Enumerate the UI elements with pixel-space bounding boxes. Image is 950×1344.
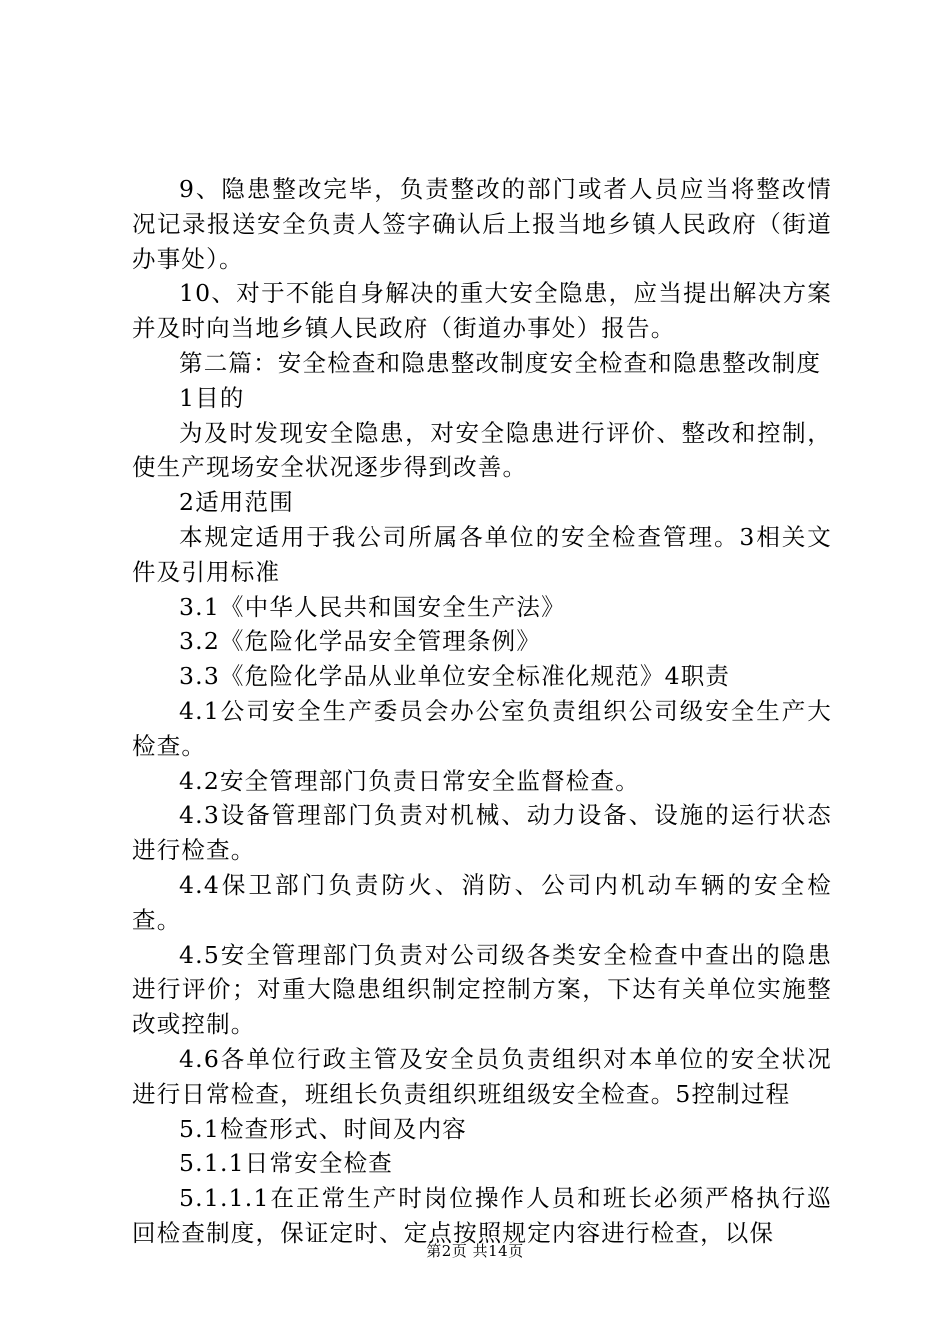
- document-body: [132, 172, 832, 1251]
- paragraph: 4.4保卫部门负责防火、消防、公司内机动车辆的安全检查。: [132, 870, 832, 934]
- paragraph: 4.5安全管理部门负责对公司级各类安全检查中查出的隐患进行评价；对重大隐患组织制定控制方案，下达有关单位实施整改或控制。: [132, 940, 832, 1039]
- page-footer: 第2页 共14页: [426, 1242, 524, 1260]
- paragraph: 4.6各单位行政主管及安全员负责组织对本单位的安全状况进行日常检查，班组长负责组织班组级安全检查。5控制过程: [132, 1044, 832, 1108]
- paragraph: 5.1检查形式、时间及内容: [179, 1114, 467, 1143]
- paragraph: 4.1公司安全生产委员会办公室负责组织公司级安全生产大检查。: [132, 696, 832, 760]
- paragraph: 2适用范围: [179, 488, 294, 517]
- paragraph: 4.2安全管理部门负责日常安全监督检查。: [179, 766, 640, 795]
- paragraph: 3.1《中华人民共和国安全生产法》: [179, 592, 566, 621]
- paragraph: 1目的: [179, 383, 245, 412]
- paragraph: 5.1.1日常安全检查: [179, 1149, 393, 1178]
- paragraph: 为及时发现安全隐患，对安全隐患进行评价、整改和控制，使生产现场安全状况逐步得到改善。: [132, 418, 832, 482]
- paragraph: 3.2《危险化学品安全管理条例》: [179, 627, 542, 656]
- paragraph: 3.3《危险化学品从业单位安全标准化规范》4职责: [179, 662, 731, 691]
- paragraph: 5.1.1.1在正常生产时岗位操作人员和班长必须严格执行巡回检查制度，保证定时、定点按照规定内容进行检查，以保: [132, 1184, 832, 1247]
- paragraph: 10、对于不能自身解决的重大安全隐患，应当提出解决方案并及时向当地乡镇人民政府（街道办事处）报告。: [132, 279, 832, 343]
- paragraph: 4.3设备管理部门负责对机械、动力设备、设施的运行状态进行检查。: [132, 801, 832, 865]
- section-heading: 第二篇：安全检查和隐患整改制度安全检查和隐患整改制度: [179, 348, 822, 377]
- paragraph: 9、隐患整改完毕，负责整改的部门或者人员应当将整改情况记录报送安全负责人签字确认后上报当地乡镇人民政府（街道办事处）。: [132, 175, 832, 273]
- paragraph: 本规定适用于我公司所属各单位的安全检查管理。3相关文件及引用标准: [132, 522, 832, 586]
